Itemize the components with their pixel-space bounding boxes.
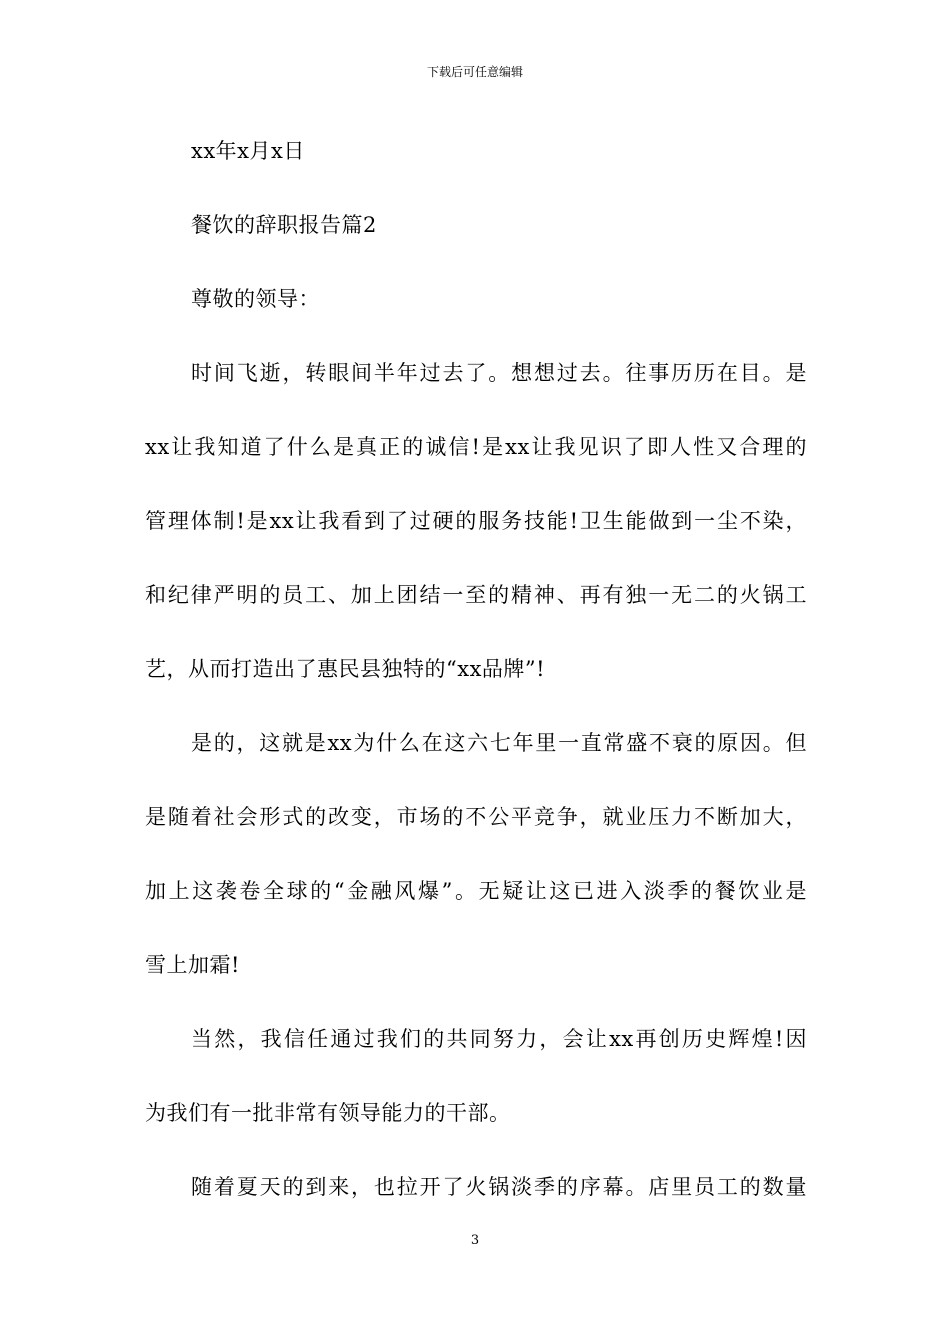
paragraph-line: 随着夏天的到来，也拉开了火锅淡季的序幕。店里员工的数量 (191, 1175, 807, 1199)
paragraph-line: xx让我知道了什么是真正的诚信!是xx让我见识了即人性又合理的 (145, 435, 807, 459)
date-line: xx年x月x日 (191, 139, 305, 163)
paragraph-line: 时间飞逝，转眼间半年过去了。想想过去。往事历历在目。是 (191, 361, 807, 385)
paragraph-line: 是随着社会形式的改变，市场的不公平竞争，就业压力不断加大， (145, 805, 807, 829)
page-header-note: 下载后可任意编辑 (426, 65, 523, 79)
paragraph-line: 当然，我信任通过我们的共同努力，会让xx再创历史辉煌!因 (191, 1027, 807, 1051)
salutation: 尊敬的领导： (191, 287, 320, 311)
section-title: 餐饮的辞职报告篇2 (191, 213, 377, 237)
paragraph-line: 雪上加霜! (145, 953, 240, 977)
paragraph-line: 为我们有一批非常有领导能力的干部。 (145, 1101, 511, 1125)
document-body (145, 130, 807, 1240)
paragraph-line: 管理体制!是xx让我看到了过硬的服务技能!卫生能做到一尘不染， (145, 509, 807, 533)
page-number: 3 (470, 1233, 480, 1248)
paragraph-line: 加上这袭卷全球的“金融风爆”。无疑让这已进入淡季的餐饮业是 (145, 879, 807, 903)
paragraph-line: 和纪律严明的员工、加上团结一至的精神、再有独一无二的火锅工 (145, 583, 807, 607)
paragraph-line: 是的，这就是xx为什么在这六七年里一直常盛不衰的原因。但 (191, 731, 807, 755)
paragraph-line: 艺，从而打造出了惠民县独特的“xx品牌”! (145, 657, 546, 681)
